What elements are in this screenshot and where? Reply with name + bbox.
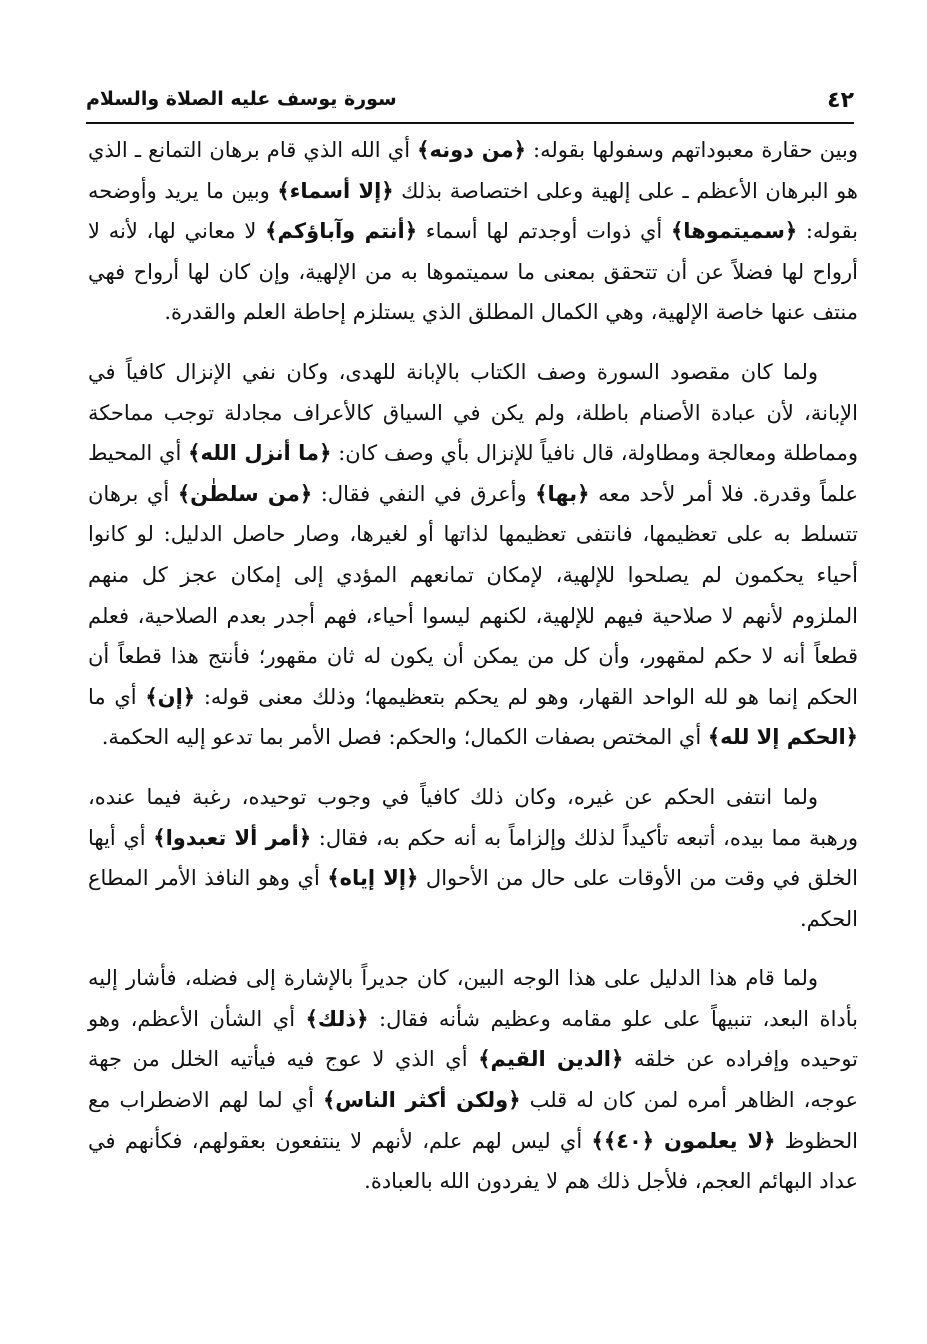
body-text: [88, 130, 858, 1202]
paragraph-text: أي المختص بصفات الكمال؛ والحكم: فصل الأمر بما تدعو إليه الحكمة.: [101, 725, 708, 750]
paragraph-2: [88, 352, 858, 758]
paragraph-text: أي الذي لا عوج فيه فيأتيه الخلل من جهة عوجه، الظاهر أمره لمن كان له قلب: [88, 1047, 858, 1113]
quran-quote: ﴿سميتموها﴾: [671, 219, 798, 244]
quran-quote: ﴿بها﴾: [535, 481, 590, 506]
quran-quote: ﴿الحكم إلا لله﴾: [707, 725, 858, 750]
quran-quote: ﴿ولكن أكثر الناس﴾: [322, 1088, 521, 1113]
quran-quote: ﴿الدين القيم﴾: [478, 1047, 624, 1072]
paragraph-text: أي ذوات أوجدتم لها أسماء: [417, 219, 671, 244]
quran-quote: ﴿ذلك﴾: [305, 1006, 369, 1031]
paragraph-text: أي أيها الخلق في وقت من الأوقات على حال من الأحوال: [88, 825, 859, 891]
page-number: ٤٢: [827, 88, 854, 113]
paragraph-text: ولما قام هذا الدليل على هذا الوجه البين، كان جديراً بالإشارة إلى فضله، فأشار إليه بأداة البعد، تنبيهاً على علو مقامه وعظيم شأنه فقال:: [88, 966, 858, 1031]
quran-quote: ﴿أمر ألا تعبدوا﴾: [153, 825, 312, 850]
paragraph-3: [88, 777, 858, 939]
paragraph-text: وبين حقارة معبوداتهم وسفولها بقوله:: [525, 138, 858, 162]
paragraph-text: وأعرق في النفي فقال:: [312, 481, 536, 506]
paragraph-text: أي الشأن الأعظم، وهو توحيده وإفراده عن خلقه: [88, 1006, 859, 1072]
quran-quote: ﴿ما أنزل الله﴾: [188, 441, 332, 466]
paragraph-4: [88, 958, 858, 1202]
quran-quote: ﴿لا يعلمون ﴿٤٠﴾﴾: [591, 1128, 776, 1153]
paragraph-text: أي وهو النافذ الأمر المطاع الحكم.: [88, 866, 858, 931]
paragraph-text: أي الله الذي قام برهان التمانع ـ الذي هو البرهان الأعظم ـ على إلهية وعلى اختصاصة بذلك: [88, 138, 858, 203]
paragraph-1: [88, 130, 858, 333]
quran-quote: ﴿إن﴾: [145, 684, 196, 709]
paragraph-text: ولما انتفى الحكم عن غيره، وكان ذلك كافياً في وجوب توحيده، رغبة فيما عنده، ورهبة مما بيده، أتبعه تأكيداً لذلك وإلزاماً به أنه حكم به، فقال:: [88, 784, 858, 850]
paragraph-text: وبين ما يريد وأوضحه بقوله:: [88, 178, 858, 244]
paragraph-text: أي المحيط علماً وقدرة. فلا أمر لأحد معه: [88, 441, 859, 506]
paragraph-text: أي ما: [88, 684, 146, 709]
paragraph-text: أي لما لهم الاضطراب مع الحظوظ: [88, 1088, 858, 1153]
running-title: سورة يوسف عليه الصلاة والسلام: [86, 88, 397, 110]
paragraph-text: أي ليس لهم علم، لأنهم لا ينتفعون بعقولهم، فكأنهم في عداد البهائم العجم، فلأجل ذلك هم لا يفردون الله بالعبادة.: [88, 1128, 858, 1194]
quran-quote: ﴿إلا أسماء﴾: [277, 178, 394, 203]
quran-quote: ﴿من دونه﴾: [417, 138, 526, 162]
header-rule: [86, 122, 854, 124]
paragraph-text: ولما كان مقصود السورة وصف الكتاب بالإبانة للهدى، وكان نفي الإنزال كافياً في الإبانة، لأن عبادة الأصنام باطلة، ولم يكن في السياق كالأعراف مجادلة توجب مماحكة ومماطلة ومعالجة ومطاولة، قال نافياً للإنزال بأي وصف كان:: [88, 359, 858, 466]
quran-quote: ﴿أنتم وآباؤكم﴾: [265, 219, 418, 244]
quran-quote: ﴿من سلطٰن﴾: [177, 481, 313, 506]
page-header: [86, 84, 854, 120]
paragraph-text: أي برهان تتسلط به على تعظيمها، فانتفى تعظيمها لذاتها أو لغيرها، وصار حاصل الدليل: لو كانوا أحياء يحكمون لم يصلحوا للإلهية، لإمكان تمانعهم المؤدي إلى إمكان عجز كل منهم الملزوم لأنهم لا صلاحية فيهم للإلهية، لكنهم ليسوا أحياء، فهم أجدر بعدم الصلاحية، فعلم قطعاً أنه لا حكم لمقهور، وأن كل من يمكن أن يكون له ثان مقهور؛ فأنتج هذا قطعاً أن الحكم إنما هو لله الواحد القهار، وهو لم يحكم بتعظيمها؛ وذلك معنى قوله:: [88, 481, 858, 709]
quran-quote: ﴿إلا إياه﴾: [327, 866, 419, 891]
paragraph-text: لا معاني لها، لأنه لا أرواح لها فضلاً عن أن تتحقق بمعنى ما سميتموها به من الإلهية، وإن كان لها أرواح فهي منتف عنها خاصة الإلهية، وهي الكمال المطلق الذي يستلزم إحاطة العلم والقدرة.: [88, 219, 858, 325]
